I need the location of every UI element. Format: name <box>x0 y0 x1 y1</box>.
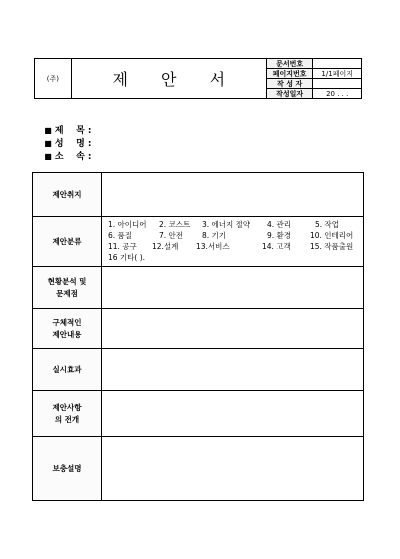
category-option[interactable]: 15. 작품출원 <box>310 242 354 251</box>
proposal-form-table <box>32 172 364 501</box>
section-label-details <box>33 309 102 349</box>
category-option[interactable]: 6. 품질 <box>108 231 133 240</box>
section-content-analysis[interactable] <box>102 267 364 309</box>
category-option[interactable]: 3. 에너지 절약 <box>202 220 251 229</box>
category-option[interactable]: 10. 인테리어 <box>310 231 354 240</box>
square-bullet-icon: ■ <box>44 126 52 135</box>
category-option[interactable]: 9. 환경 <box>267 231 292 240</box>
doc-number-value[interactable] <box>313 59 362 69</box>
section-label-analysis <box>33 267 102 309</box>
section-content-details[interactable] <box>102 309 364 349</box>
section-row <box>33 309 364 349</box>
section-label-text: 구체적인 제안내용 <box>52 317 82 339</box>
category-option[interactable]: 11. 공구 <box>108 242 137 251</box>
author-label: 작 성 자 <box>266 79 313 89</box>
date-value[interactable]: 20 . . . <box>313 89 362 99</box>
square-bullet-icon: ■ <box>44 152 52 161</box>
section-label-effect: 실시효과 <box>33 349 102 391</box>
info-name-label: 성 명 : <box>54 139 92 149</box>
category-option[interactable]: 13.서비스 <box>196 242 230 251</box>
category-option[interactable]: 14. 고객 <box>262 242 291 251</box>
section-label-text: 제안사항 의 전개 <box>52 402 82 424</box>
section-row <box>33 437 364 501</box>
category-option[interactable]: 4. 관리 <box>267 220 292 229</box>
document-header <box>34 58 362 99</box>
category-line <box>102 241 363 252</box>
info-title-label: 제 목 : <box>54 126 92 136</box>
category-line <box>102 230 363 241</box>
category-option[interactable]: 12.설계 <box>152 242 179 251</box>
square-bullet-icon: ■ <box>44 139 52 148</box>
category-line <box>102 252 363 263</box>
author-value[interactable] <box>313 79 362 89</box>
section-row <box>33 391 364 437</box>
section-row <box>33 267 364 309</box>
section-content-effect[interactable] <box>102 349 364 391</box>
section-content-development[interactable] <box>102 391 364 437</box>
category-option-other[interactable]: 16 기타( ). <box>108 253 146 262</box>
section-label-text: 현황분석 및 문제점 <box>47 276 87 298</box>
section-row <box>33 349 364 391</box>
section-label-purpose: 제안취지 <box>33 173 102 217</box>
corp-label: (주) <box>35 59 72 99</box>
document-title: 제 안 서 <box>71 59 266 99</box>
category-option[interactable]: 2. 코스트 <box>159 220 191 229</box>
section-content-purpose[interactable] <box>102 173 364 217</box>
category-option[interactable]: 7. 안전 <box>159 231 184 240</box>
info-dept-label: 소 속 : <box>54 152 92 162</box>
info-name-line <box>38 126 92 149</box>
info-dept-line <box>38 139 92 162</box>
category-option[interactable]: 1. 아이디어 <box>108 220 147 229</box>
page-number-label: 페이지번호 <box>266 69 313 79</box>
section-row <box>33 217 364 267</box>
info-title-line <box>38 113 92 136</box>
section-label-supplement: 보충설명 <box>33 437 102 501</box>
category-line <box>102 219 363 230</box>
section-label-development <box>33 391 102 437</box>
category-option[interactable]: 8. 기기 <box>202 231 227 240</box>
section-label-category: 제안분류 <box>33 217 102 267</box>
page-number-value[interactable]: 1/1페이지 <box>313 69 362 79</box>
doc-number-label: 문서번호 <box>266 59 313 69</box>
section-content-supplement[interactable] <box>102 437 364 501</box>
category-options <box>102 217 364 267</box>
date-label: 작성일자 <box>266 89 313 99</box>
category-option[interactable]: 5. 작업 <box>315 220 340 229</box>
section-row <box>33 173 364 217</box>
